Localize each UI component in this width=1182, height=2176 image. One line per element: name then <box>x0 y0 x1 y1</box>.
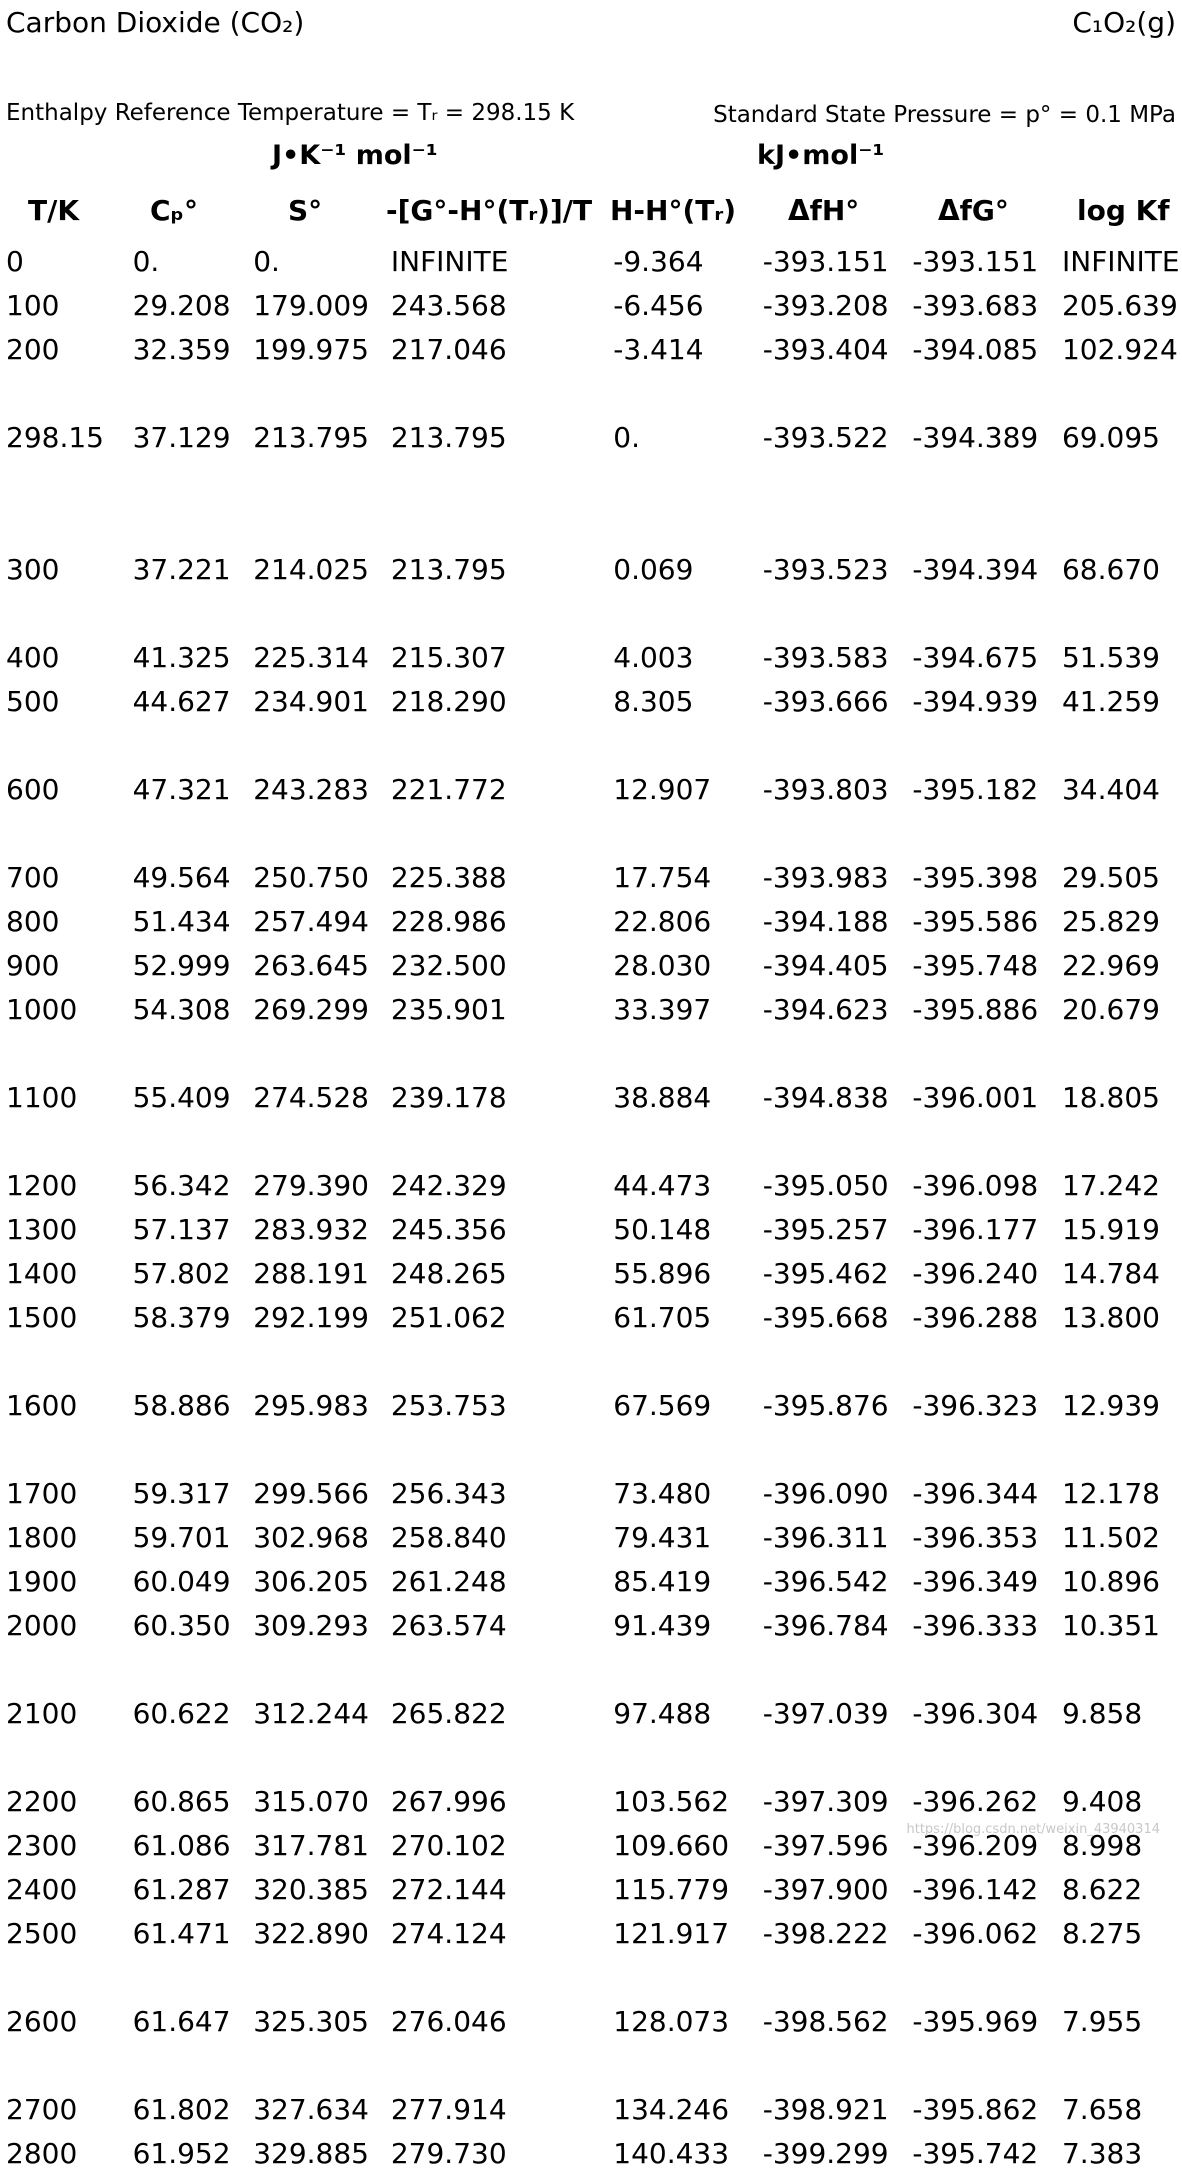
table-cell: 1300 <box>6 1213 78 1246</box>
table-cell: 34.404 <box>1061 773 1160 806</box>
table-cell: INFINITE <box>1061 245 1180 278</box>
table-row <box>0 240 1182 284</box>
table-cell: 225.314 <box>253 641 369 674</box>
table-cell: 58.379 <box>132 1301 231 1334</box>
table-cell: 800 <box>6 905 60 938</box>
table-cell: 276.046 <box>390 2005 507 2038</box>
table-cell: 25.829 <box>1061 905 1160 938</box>
table-cell: 232.500 <box>390 949 507 982</box>
table-cell: -397.039 <box>762 1697 889 1730</box>
table-cell: 50.148 <box>613 1213 712 1246</box>
table-cell: 49.564 <box>132 861 231 894</box>
table-cell: 1800 <box>6 1521 78 1554</box>
header-gibbs-function: -[G°-H°(Tᵣ)]/T <box>386 194 593 227</box>
table-cell: 320.385 <box>253 1873 369 1906</box>
table-cell: -6.456 <box>613 289 704 322</box>
table-cell: -396.344 <box>912 1477 1039 1510</box>
table-cell: 7.658 <box>1061 2093 1143 2126</box>
table-cell: -394.405 <box>762 949 889 982</box>
table-cell: 61.952 <box>132 2137 231 2170</box>
table-cell: -393.151 <box>912 245 1039 278</box>
table-cell: 277.914 <box>390 2093 507 2126</box>
table-cell: 57.802 <box>132 1257 231 1290</box>
table-cell: 267.996 <box>390 1785 507 1818</box>
table-cell: 44.627 <box>132 685 231 718</box>
table-cell: 221.772 <box>390 773 507 806</box>
table-cell: 2600 <box>6 2005 78 2038</box>
table-cell: -394.389 <box>912 421 1039 454</box>
page-title: Carbon Dioxide (CO₂) <box>6 6 305 39</box>
table-cell: 302.968 <box>253 1521 369 1554</box>
table-cell: -395.742 <box>912 2137 1039 2170</box>
table-cell: -395.050 <box>762 1169 889 1202</box>
table-row <box>0 1472 1182 1516</box>
table-cell: 2000 <box>6 1609 78 1642</box>
table-cell: 243.568 <box>390 289 507 322</box>
table-cell: 20.679 <box>1061 993 1160 1026</box>
table-cell: 51.434 <box>132 905 231 938</box>
table-cell: 54.308 <box>132 993 231 1026</box>
table-row <box>0 1516 1182 1560</box>
chemical-formula: C₁O₂(g) <box>1072 6 1176 39</box>
table-cell: 292.199 <box>253 1301 369 1334</box>
table-cell: -396.349 <box>912 1565 1039 1598</box>
table-cell: 213.795 <box>390 553 507 586</box>
table-cell: 306.205 <box>253 1565 369 1598</box>
table-cell: 299.566 <box>253 1477 369 1510</box>
table-cell: 37.129 <box>132 421 231 454</box>
table-cell: 235.901 <box>390 993 507 1026</box>
table-cell: 600 <box>6 773 60 806</box>
table-cell: 9.408 <box>1061 1785 1143 1818</box>
table-cell: -396.333 <box>912 1609 1039 1642</box>
table-cell: 4.003 <box>613 641 694 674</box>
table-row <box>0 988 1182 1032</box>
table-cell: 272.144 <box>390 1873 507 1906</box>
header-gibbs-formation: ΔfG° <box>938 194 1009 227</box>
table-cell: 67.569 <box>613 1389 712 1422</box>
table-cell: 228.986 <box>390 905 507 938</box>
standard-state-pressure: Standard State Pressure = p° = 0.1 MPa <box>713 102 1176 128</box>
table-cell: 279.730 <box>390 2137 507 2170</box>
table-cell: -396.001 <box>912 1081 1039 1114</box>
table-cell: -395.668 <box>762 1301 889 1334</box>
table-cell: -398.921 <box>762 2093 889 2126</box>
table-cell: 100 <box>6 289 60 322</box>
table-cell: 225.388 <box>390 861 507 894</box>
table-cell: 73.480 <box>613 1477 712 1510</box>
table-cell: 29.505 <box>1061 861 1160 894</box>
table-row <box>0 328 1182 372</box>
table-cell: 10.351 <box>1061 1609 1160 1642</box>
header-entropy: S° <box>288 194 323 227</box>
table-cell: 245.356 <box>390 1213 507 1246</box>
thermo-table <box>0 240 1182 2176</box>
table-row <box>0 1560 1182 1604</box>
table-cell: 58.886 <box>132 1389 231 1422</box>
table-cell: 2300 <box>6 1829 78 1862</box>
table-cell: -395.862 <box>912 2093 1039 2126</box>
table-cell: -395.462 <box>762 1257 889 1290</box>
table-cell: 1400 <box>6 1257 78 1290</box>
header-temperature: T/K <box>28 194 80 227</box>
table-cell: 97.488 <box>613 1697 712 1730</box>
table-cell: -399.299 <box>762 2137 889 2170</box>
table-cell: 17.242 <box>1061 1169 1160 1202</box>
table-row <box>0 1252 1182 1296</box>
header-heat-capacity: Cₚ° <box>150 194 198 227</box>
table-cell: 261.248 <box>390 1565 507 1598</box>
table-cell: 329.885 <box>253 2137 369 2170</box>
table-cell: -396.098 <box>912 1169 1039 1202</box>
table-cell: 79.431 <box>613 1521 712 1554</box>
table-row <box>0 900 1182 944</box>
table-cell: 2800 <box>6 2137 78 2170</box>
table-cell: 85.419 <box>613 1565 712 1598</box>
table-cell: 14.784 <box>1061 1257 1160 1290</box>
table-cell: -397.309 <box>762 1785 889 1818</box>
table-row <box>0 856 1182 900</box>
table-cell: 327.634 <box>253 2093 369 2126</box>
table-cell: -394.085 <box>912 333 1039 366</box>
table-row <box>0 944 1182 988</box>
table-cell: -393.523 <box>762 553 889 586</box>
table-cell: 325.305 <box>253 2005 369 2038</box>
table-cell: -396.090 <box>762 1477 889 1510</box>
table-cell: 700 <box>6 861 60 894</box>
header-enthalpy-formation: ΔfH° <box>788 194 860 227</box>
table-cell: 312.244 <box>253 1697 369 1730</box>
table-cell: 1100 <box>6 1081 78 1114</box>
table-cell: -393.522 <box>762 421 889 454</box>
table-cell: 52.999 <box>132 949 231 982</box>
table-cell: 7.955 <box>1061 2005 1143 2038</box>
table-cell: -396.240 <box>912 1257 1039 1290</box>
table-row <box>0 1340 1182 1472</box>
table-cell: 309.293 <box>253 1609 369 1642</box>
table-cell: 1700 <box>6 1477 78 1510</box>
table-cell: 115.779 <box>613 1873 730 1906</box>
table-cell: 102.924 <box>1061 333 1178 366</box>
table-cell: -396.209 <box>912 1829 1039 1862</box>
table-cell: 8.275 <box>1061 1917 1143 1950</box>
table-cell: 265.822 <box>390 1697 507 1730</box>
table-cell: -398.562 <box>762 2005 889 2038</box>
table-cell: 214.025 <box>253 553 369 586</box>
table-row <box>0 1164 1182 1208</box>
table-cell: 37.221 <box>132 553 231 586</box>
table-row <box>0 1648 1182 1780</box>
table-cell: -396.304 <box>912 1697 1039 1730</box>
table-row <box>0 636 1182 680</box>
table-cell: 298.15 <box>6 421 104 454</box>
table-cell: -396.062 <box>912 1917 1039 1950</box>
table-cell: 1500 <box>6 1301 78 1334</box>
table-cell: -394.939 <box>912 685 1039 718</box>
table-cell: 60.350 <box>132 1609 231 1642</box>
unit-label-entropy: J•K⁻¹ mol⁻¹ <box>272 140 438 171</box>
table-cell: -397.596 <box>762 1829 889 1862</box>
table-cell: 61.705 <box>613 1301 712 1334</box>
table-cell: -396.142 <box>912 1873 1039 1906</box>
table-cell: 205.639 <box>1061 289 1178 322</box>
table-cell: 0 <box>6 245 24 278</box>
table-cell: 1900 <box>6 1565 78 1598</box>
table-cell: 51.539 <box>1061 641 1160 674</box>
table-cell: 55.409 <box>132 1081 231 1114</box>
table-cell: 218.290 <box>390 685 507 718</box>
table-cell: 900 <box>6 949 60 982</box>
table-cell: 300 <box>6 553 60 586</box>
table-cell: 13.800 <box>1061 1301 1160 1334</box>
table-cell: 2500 <box>6 1917 78 1950</box>
table-cell: 60.865 <box>132 1785 231 1818</box>
table-cell: 8.305 <box>613 685 694 718</box>
table-cell: 1200 <box>6 1169 78 1202</box>
header-enthalpy-increment: H-H°(Tᵣ) <box>610 194 737 227</box>
table-cell: 57.137 <box>132 1213 231 1246</box>
table-cell: 322.890 <box>253 1917 369 1950</box>
table-cell: 0. <box>613 421 640 454</box>
enthalpy-reference: Enthalpy Reference Temperature = Tᵣ = 298.15 K <box>6 100 575 126</box>
table-row <box>0 1956 1182 2088</box>
table-cell: 256.343 <box>390 1477 507 1510</box>
table-cell: -395.398 <box>912 861 1039 894</box>
table-cell: 29.208 <box>132 289 231 322</box>
table-cell: -393.666 <box>762 685 889 718</box>
table-cell: -396.311 <box>762 1521 889 1554</box>
table-cell: 15.919 <box>1061 1213 1160 1246</box>
table-row <box>0 724 1182 856</box>
table-cell: 38.884 <box>613 1081 712 1114</box>
table-cell: 295.983 <box>253 1389 369 1422</box>
table-cell: 179.009 <box>253 289 369 322</box>
table-cell: 274.528 <box>253 1081 369 1114</box>
table-cell: 270.102 <box>390 1829 507 1862</box>
table-cell: 109.660 <box>613 1829 730 1862</box>
table-cell: 258.840 <box>390 1521 507 1554</box>
table-cell: 17.754 <box>613 861 712 894</box>
table-cell: 213.795 <box>390 421 507 454</box>
table-row <box>0 2088 1182 2132</box>
table-cell: 253.753 <box>390 1389 507 1422</box>
table-cell: 2100 <box>6 1697 78 1730</box>
table-cell: 68.670 <box>1061 553 1160 586</box>
table-cell: 44.473 <box>613 1169 712 1202</box>
table-cell: 9.858 <box>1061 1697 1143 1730</box>
table-cell: 317.781 <box>253 1829 369 1862</box>
table-cell: 22.969 <box>1061 949 1160 982</box>
table-row <box>0 1296 1182 1340</box>
table-cell: 250.750 <box>253 861 369 894</box>
table-row <box>0 1604 1182 1648</box>
table-cell: -394.188 <box>762 905 889 938</box>
table-cell: 61.287 <box>132 1873 231 1906</box>
table-cell: -393.983 <box>762 861 889 894</box>
table-cell: 217.046 <box>390 333 507 366</box>
table-cell: -393.208 <box>762 289 889 322</box>
table-cell: 60.049 <box>132 1565 231 1598</box>
table-cell: 2200 <box>6 1785 78 1818</box>
table-cell: 134.246 <box>613 2093 730 2126</box>
table-cell: -394.675 <box>912 641 1039 674</box>
table-cell: -395.586 <box>912 905 1039 938</box>
table-cell: -396.288 <box>912 1301 1039 1334</box>
watermark: https://blog.csdn.net/weixin_43940314 <box>906 1822 1160 1837</box>
table-cell: 61.647 <box>132 2005 231 2038</box>
table-cell: 91.439 <box>613 1609 712 1642</box>
table-cell: 7.383 <box>1061 2137 1143 2170</box>
table-row <box>0 2132 1182 2176</box>
table-cell: 279.390 <box>253 1169 369 1202</box>
table-row <box>0 1868 1182 1912</box>
table-cell: -395.876 <box>762 1389 889 1422</box>
table-cell: 1000 <box>6 993 78 1026</box>
table-cell: 61.471 <box>132 1917 231 1950</box>
table-cell: 12.178 <box>1061 1477 1160 1510</box>
table-cell: 0.069 <box>613 553 694 586</box>
table-cell: 22.806 <box>613 905 712 938</box>
table-cell: -396.353 <box>912 1521 1039 1554</box>
table-cell: 213.795 <box>253 421 369 454</box>
table-cell: -396.323 <box>912 1389 1039 1422</box>
table-cell: 59.701 <box>132 1521 231 1554</box>
table-cell: 11.502 <box>1061 1521 1160 1554</box>
table-cell: 56.342 <box>132 1169 231 1202</box>
table-cell: 269.299 <box>253 993 369 1026</box>
unit-label-energy: kJ•mol⁻¹ <box>757 140 885 171</box>
table-cell: -395.257 <box>762 1213 889 1246</box>
table-cell: -393.583 <box>762 641 889 674</box>
table-cell: 200 <box>6 333 60 366</box>
table-cell: -394.623 <box>762 993 889 1026</box>
table-cell: 239.178 <box>390 1081 507 1114</box>
table-cell: -393.803 <box>762 773 889 806</box>
table-cell: 32.359 <box>132 333 231 366</box>
table-cell: -396.262 <box>912 1785 1039 1818</box>
table-cell: -396.542 <box>762 1565 889 1598</box>
table-cell: -398.222 <box>762 1917 889 1950</box>
table-cell: 0. <box>253 245 280 278</box>
table-cell: 199.975 <box>253 333 369 366</box>
table-cell: 60.622 <box>132 1697 231 1730</box>
table-cell: 263.645 <box>253 949 369 982</box>
table-cell: 103.562 <box>613 1785 730 1818</box>
table-cell: 61.086 <box>132 1829 231 1862</box>
table-cell: 28.030 <box>613 949 712 982</box>
table-cell: -397.900 <box>762 1873 889 1906</box>
table-cell: 8.622 <box>1061 1873 1143 1906</box>
table-row <box>0 1032 1182 1164</box>
table-cell: 33.397 <box>613 993 712 1026</box>
table-cell: 140.433 <box>613 2137 730 2170</box>
table-cell: -3.414 <box>613 333 704 366</box>
table-cell: 47.321 <box>132 773 231 806</box>
table-cell: 55.896 <box>613 1257 712 1290</box>
table-row <box>0 1208 1182 1252</box>
table-cell: 41.325 <box>132 641 231 674</box>
table-row <box>0 284 1182 328</box>
table-cell: 243.283 <box>253 773 369 806</box>
table-cell: -395.748 <box>912 949 1039 982</box>
table-cell: 248.265 <box>390 1257 507 1290</box>
table-cell: 12.907 <box>613 773 712 806</box>
table-cell: 263.574 <box>390 1609 507 1642</box>
table-cell: INFINITE <box>390 245 509 278</box>
header-log-kf: log Kf <box>1077 194 1170 227</box>
table-cell: 2400 <box>6 1873 78 1906</box>
table-row <box>0 504 1182 636</box>
table-cell: 400 <box>6 641 60 674</box>
table-cell: 10.896 <box>1061 1565 1160 1598</box>
table-row <box>0 372 1182 504</box>
table-cell: -395.886 <box>912 993 1039 1026</box>
table-row <box>0 1780 1182 1824</box>
table-cell: -396.784 <box>762 1609 889 1642</box>
table-cell: -395.182 <box>912 773 1039 806</box>
table-cell: 315.070 <box>253 1785 369 1818</box>
table-cell: -395.969 <box>912 2005 1039 2038</box>
table-cell: 0. <box>132 245 160 278</box>
table-cell: -394.394 <box>912 553 1039 586</box>
table-cell: 1600 <box>6 1389 78 1422</box>
table-cell: 12.939 <box>1061 1389 1160 1422</box>
table-cell: 215.307 <box>390 641 507 674</box>
table-cell: 61.802 <box>132 2093 231 2126</box>
table-cell: 128.073 <box>613 2005 730 2038</box>
table-cell: 500 <box>6 685 60 718</box>
table-cell: 69.095 <box>1061 421 1160 454</box>
table-row <box>0 680 1182 724</box>
table-cell: -393.151 <box>762 245 889 278</box>
table-cell: 8.998 <box>1061 1829 1143 1862</box>
table-cell: -393.683 <box>912 289 1039 322</box>
table-cell: -9.364 <box>613 245 704 278</box>
table-cell: -394.838 <box>762 1081 889 1114</box>
table-cell: 274.124 <box>390 1917 507 1950</box>
table-cell: 18.805 <box>1061 1081 1160 1114</box>
table-cell: 59.317 <box>132 1477 231 1510</box>
table-cell: 2700 <box>6 2093 78 2126</box>
table-cell: 283.932 <box>253 1213 369 1246</box>
table-cell: 251.062 <box>390 1301 507 1334</box>
table-row <box>0 1912 1182 1956</box>
table-cell: 234.901 <box>253 685 369 718</box>
table-cell: 121.917 <box>613 1917 730 1950</box>
table-cell: 242.329 <box>390 1169 507 1202</box>
table-cell: 288.191 <box>253 1257 369 1290</box>
table-cell: 41.259 <box>1061 685 1160 718</box>
table-cell: 257.494 <box>253 905 369 938</box>
table-cell: -393.404 <box>762 333 889 366</box>
table-cell: -396.177 <box>912 1213 1039 1246</box>
